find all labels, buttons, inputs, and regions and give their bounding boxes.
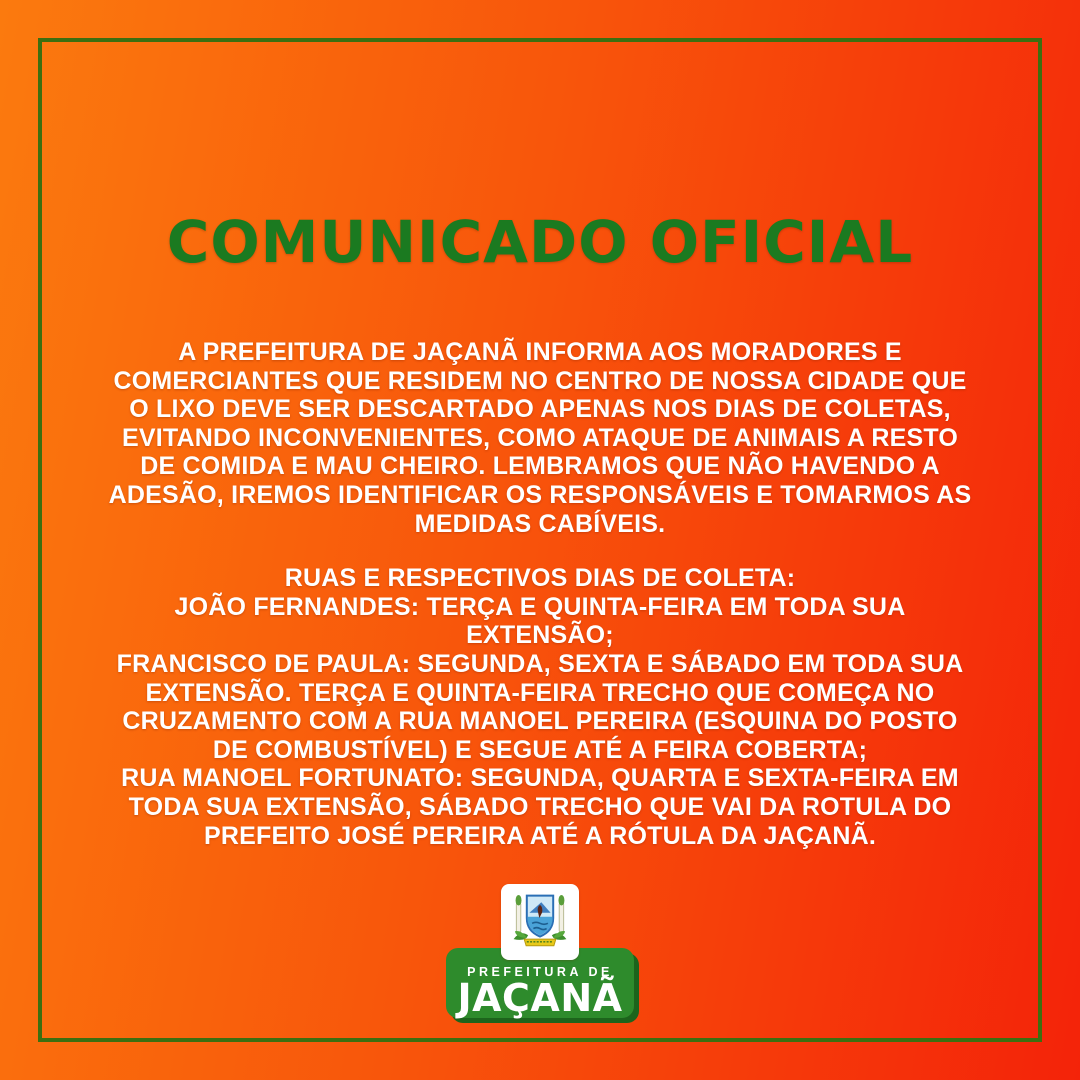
city-hall-logo xyxy=(0,884,1080,1044)
collection-schedule-paragraph: RUAS E RESPECTIVOS DIAS DE COLETA: JOÃO FERNANDES: TERÇA E QUINTA-FEIRA EM TODA SUA EXTENSÃO; FRANCISCO DE PAULA: SEGUNDA, SEXTA E SÁBADO EM TODA SUA EXTENSÃO. TERÇA E QUINTA-FEIRA TRECHO QUE COMEÇA NO CRUZAMENTO COM A RUA MANOEL PEREIRA (ESQUINA DO POSTO DE COMBUSTÍVEL) E SEGUE ATÉ A FEIRA COBERTA; RUA MANOEL FORTUNATO: SEGUNDA, QUARTA E SEXTA-FEIRA EM TODA SUA EXTENSÃO, SÁBADO TRECHO QUE VAI DA ROTULA DO PREFEITO JOSÉ PEREIRA ATÉ A RÓTULA DA JAÇANÃ. xyxy=(116,564,964,850)
badge-city-name: JAÇANÃ xyxy=(457,976,623,1020)
poster-title: COMUNICADO OFICIAL xyxy=(166,208,914,276)
jacana-coat-of-arms-icon xyxy=(507,890,573,954)
crest-card xyxy=(501,884,579,960)
announcement-body xyxy=(90,338,990,850)
badge-small-label: PREFEITURA DE xyxy=(467,965,613,979)
intro-paragraph: A PREFEITURA DE JAÇANÃ INFORMA AOS MORADORES E COMERCIANTES QUE RESIDEM NO CENTRO DE NOSSA CIDADE QUE O LIXO DEVE SER DESCARTADO APENAS NOS DIAS DE COLETAS, EVITANDO INCONVENIENTES, COMO ATAQUE DE ANIMAIS A RESTO DE COMIDA E MAU CHEIRO. LEMBRAMOS QUE NÃO HAVENDO A ADESÃO, IREMOS IDENTIFICAR OS RESPONSÁVEIS E TOMARMOS AS MEDIDAS CABÍVEIS. xyxy=(108,338,972,538)
